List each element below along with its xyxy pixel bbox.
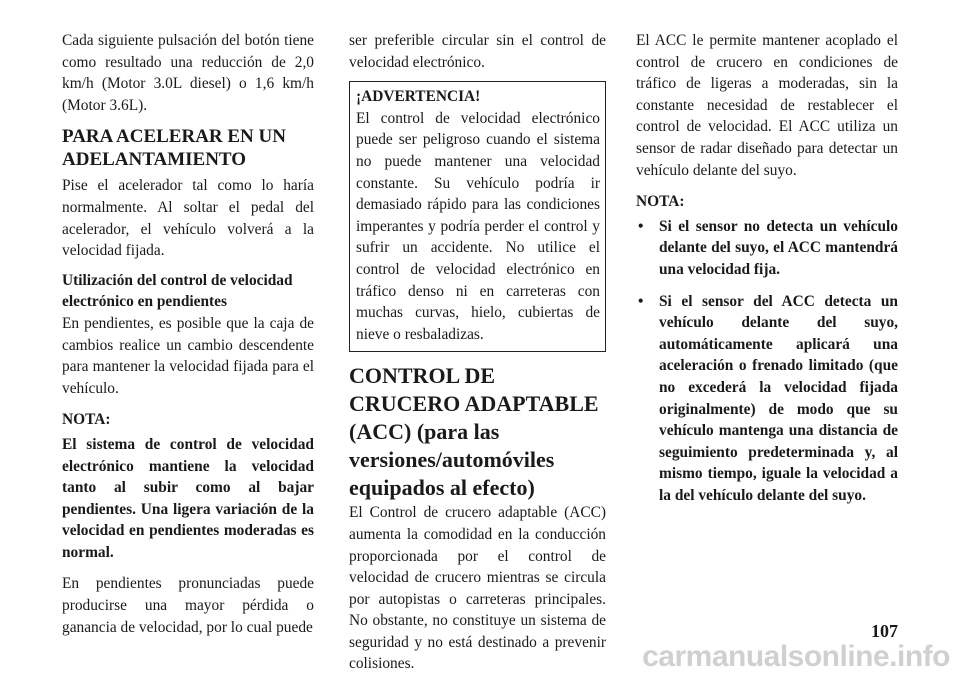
note-label-2: NOTA: xyxy=(636,193,685,211)
heading-acelerar-adelantamiento: PARA ACELERAR EN UN ADELANTAMIENTO xyxy=(62,126,286,170)
warning-box xyxy=(349,81,606,352)
adelantamiento-paragraph: Pise el acelerador tal como lo haría normalmente. Al soltar el pedal del acelerador, el vehículo volverá a la velocidad fijada. xyxy=(62,177,314,260)
note-text: El sistema de control de velocidad electrónico mantiene la velocidad tanto al subir como al bajar pendientes. Una ligera variación de la velocidad en pendientes moderadas es normal. xyxy=(62,435,314,561)
bullet-icon: • xyxy=(638,217,644,235)
continuation-paragraph: ser preferible circular sin el control de velocidad electrónico. xyxy=(349,32,606,71)
pendientes-paragraph: En pendientes, es posible que la caja de cambios realice un cambio descendente para mantener la velocidad fijada para el vehículo. xyxy=(62,314,314,397)
note-label: NOTA: xyxy=(62,411,111,429)
intro-paragraph: Cada siguiente pulsación del botón tiene como resultado una reducción de 2,0 km/h (Motor 3.0L diesel) o 1,6 km/h (Motor 3.6L). xyxy=(62,32,314,114)
acc-paragraph-2: El ACC le permite mantener acoplado el control de crucero en condiciones de tráfico de ligeras a moderadas, sin la constante necesidad de restablecer el control de velocidad. El ACC utiliza un sensor de radar diseñado para detectar un vehículo delante del suyo. xyxy=(636,32,898,179)
watermark: carmanualsonline.info xyxy=(642,640,950,673)
heading-acc: CONTROL DE CRUCERO ADAPTABLE (ACC) (para las versiones/automóviles equipados al efecto) xyxy=(349,363,599,501)
column-3 xyxy=(636,30,898,516)
page-number: 107 xyxy=(871,621,898,641)
acc-paragraph: El Control de crucero adaptable (ACC) aumenta la comodidad en la conducción proporcionada por el control de velocidad de crucero mientras se circula por autopistas o carreteras principales. No obstante, no constituye un sistema de seguridad y no está destinado a prevenir colisiones. xyxy=(349,504,606,673)
column-1 xyxy=(62,30,314,638)
heading-pendientes: Utilización del control de velocidad electrónico en pendientes xyxy=(62,271,293,311)
list-item: • Si el sensor no detecta un vehículo delante del suyo, el ACC mantendrá una velocidad fija. xyxy=(638,217,898,278)
warning-title: ¡ADVERTENCIA! xyxy=(356,88,481,106)
list-item: • Si el sensor del ACC detecta un vehículo delante del suyo, automáticamente aplicará una aceleración o frenado limitado (que no excederá la velocidad fijada originalmente) de modo que su vehículo mantenga una distancia de seguimiento predeterminada y, al mismo tiempo, iguale la velocidad a la del vehículo delante del suyo. xyxy=(638,292,898,504)
pronunciadas-paragraph: En pendientes pronunciadas puede producirse una mayor pérdida o ganancia de velocidad, por lo cual puede xyxy=(62,575,314,636)
note-bullet-list xyxy=(636,216,898,507)
bullet-icon: • xyxy=(638,292,644,310)
warning-text: El control de velocidad electrónico puede ser peligroso cuando el sistema no puede mantener una velocidad constante. Su vehículo podría ir demasiado rápido para las condiciones imperantes y podría perder el control y sufrir un accidente. No utilice el control de velocidad electrónico en tráfico denso ni en carreteras con muchas curvas, hielo, cubiertas de nieve o resbaladizas. xyxy=(356,109,600,343)
column-2 xyxy=(349,30,606,675)
